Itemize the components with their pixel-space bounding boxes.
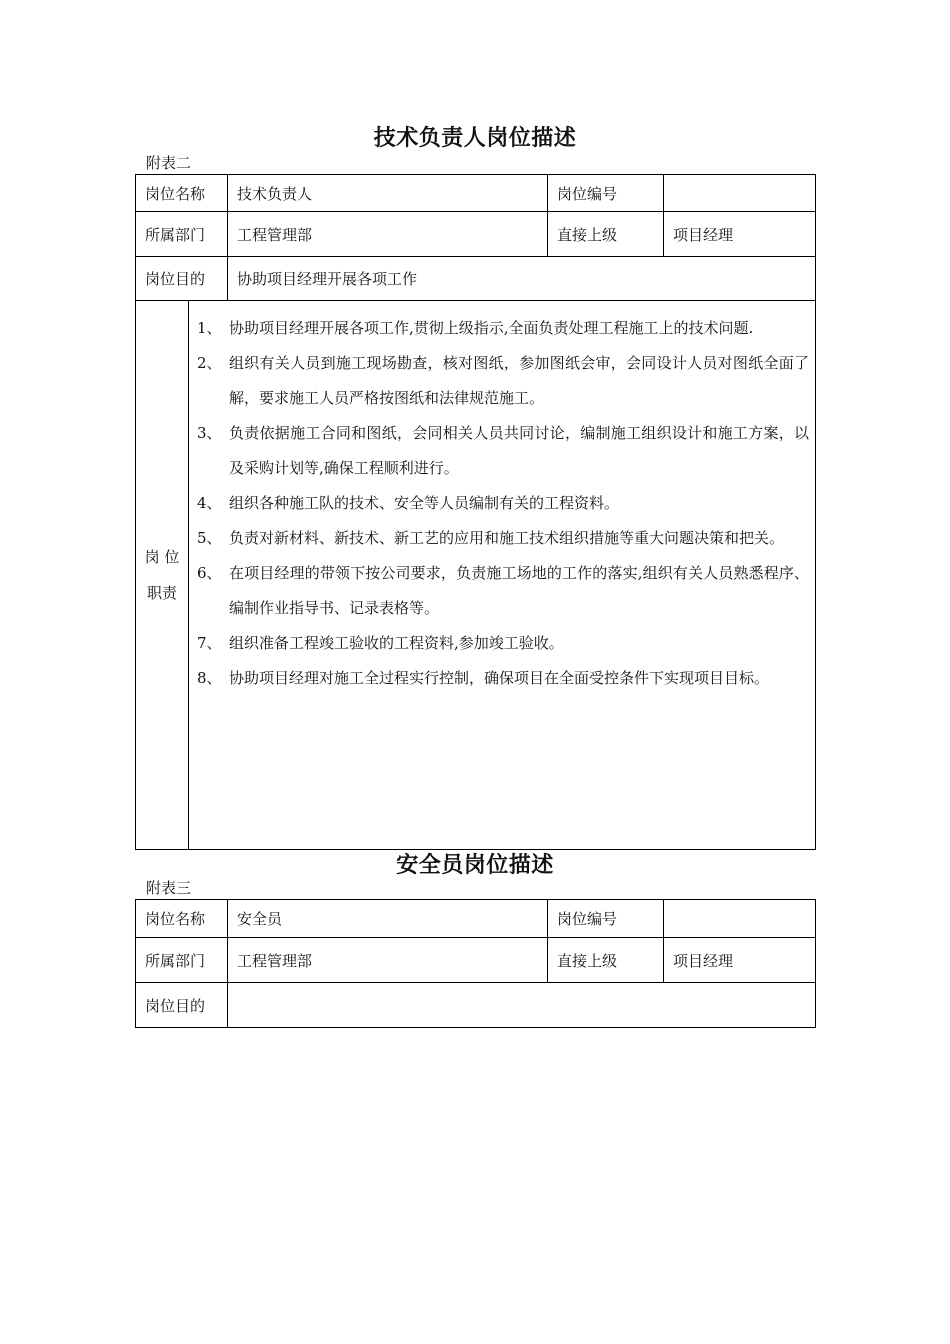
row-department <box>136 212 816 257</box>
duty-item <box>197 486 815 521</box>
purpose-value <box>228 983 816 1028</box>
position-name-label: 岗位名称 <box>136 175 228 212</box>
section1-annex-label: 附表二 <box>146 154 192 172</box>
row-department <box>136 938 816 983</box>
duty-number: 5、 <box>197 529 222 547</box>
duty-number: 4、 <box>197 494 222 512</box>
row-position-name <box>136 175 816 212</box>
row-duties <box>136 301 816 850</box>
row-position-name <box>136 900 816 938</box>
purpose-label: 岗位目的 <box>136 257 228 301</box>
duty-text: 组织准备工程竣工验收的工程资料,参加竣工验收。 <box>229 634 564 652</box>
duty-item <box>197 311 815 346</box>
duty-text: 在项目经理的带领下按公司要求，负责施工场地的工作的落实,组织有关人员熟悉程序、编制作业指导书、记录表格等。 <box>229 564 810 617</box>
supervisor-value: 项目经理 <box>664 938 816 983</box>
duties-list <box>197 311 815 696</box>
duties-label-line1: 岗 位 <box>144 548 180 566</box>
duty-item <box>197 556 815 626</box>
department-label: 所属部门 <box>136 938 228 983</box>
supervisor-label: 直接上级 <box>548 938 664 983</box>
section1-title: 技术负责人岗位描述 <box>373 126 577 151</box>
duty-text: 负责依据施工合同和图纸，会同相关人员共同讨论，编制施工组织设计和施工方案，以及采购计划等,确保工程顺利进行。 <box>229 424 810 477</box>
duty-text: 负责对新材料、新技术、新工艺的应用和施工技术组织措施等重大问题决策和把关。 <box>229 529 785 547</box>
position-name-value: 安全员 <box>228 900 548 938</box>
position-code-label: 岗位编号 <box>548 175 664 212</box>
duty-text: 协助项目经理开展各项工作,贯彻上级指示,全面负责处理工程施工上的技术问题. <box>229 319 754 337</box>
duty-number: 6、 <box>197 564 222 582</box>
section2-title: 安全员岗位描述 <box>396 853 554 878</box>
department-label: 所属部门 <box>136 212 228 257</box>
duties-label <box>136 301 189 850</box>
duty-item <box>197 661 815 696</box>
duty-number: 2、 <box>197 354 222 372</box>
duty-item <box>197 626 815 661</box>
duty-item <box>197 521 815 556</box>
duty-text: 协助项目经理对施工全过程实行控制，确保项目在全面受控条件下实现项目目标。 <box>229 669 770 687</box>
supervisor-value: 项目经理 <box>664 212 816 257</box>
section2-annex-label: 附表三 <box>146 879 192 897</box>
department-value: 工程管理部 <box>228 938 548 983</box>
position-code-label: 岗位编号 <box>548 900 664 938</box>
duties-content <box>189 301 816 850</box>
position-name-value: 技术负责人 <box>228 175 548 212</box>
department-value: 工程管理部 <box>228 212 548 257</box>
duty-number: 7、 <box>197 634 222 652</box>
section1-table <box>135 174 816 850</box>
row-purpose <box>136 257 816 301</box>
duty-item <box>197 346 815 416</box>
section2-table <box>135 899 816 1028</box>
duty-text: 组织各种施工队的技术、安全等人员编制有关的工程资料。 <box>229 494 620 512</box>
row-purpose <box>136 983 816 1028</box>
duty-number: 3、 <box>197 424 222 442</box>
purpose-value: 协助项目经理开展各项工作 <box>228 257 816 301</box>
duty-text: 组织有关人员到施工现场勘查，核对图纸，参加图纸会审，会同设计人员对图纸全面了解，要求施工人员严格按图纸和法律规范施工。 <box>229 354 810 407</box>
duty-number: 8、 <box>197 669 222 687</box>
position-code-value <box>664 175 816 212</box>
duty-number: 1、 <box>197 319 222 337</box>
position-code-value <box>664 900 816 938</box>
position-name-label: 岗位名称 <box>136 900 228 938</box>
duties-label-line2: 职责 <box>146 584 177 602</box>
purpose-label: 岗位目的 <box>136 983 228 1028</box>
supervisor-label: 直接上级 <box>548 212 664 257</box>
duty-item <box>197 416 815 486</box>
